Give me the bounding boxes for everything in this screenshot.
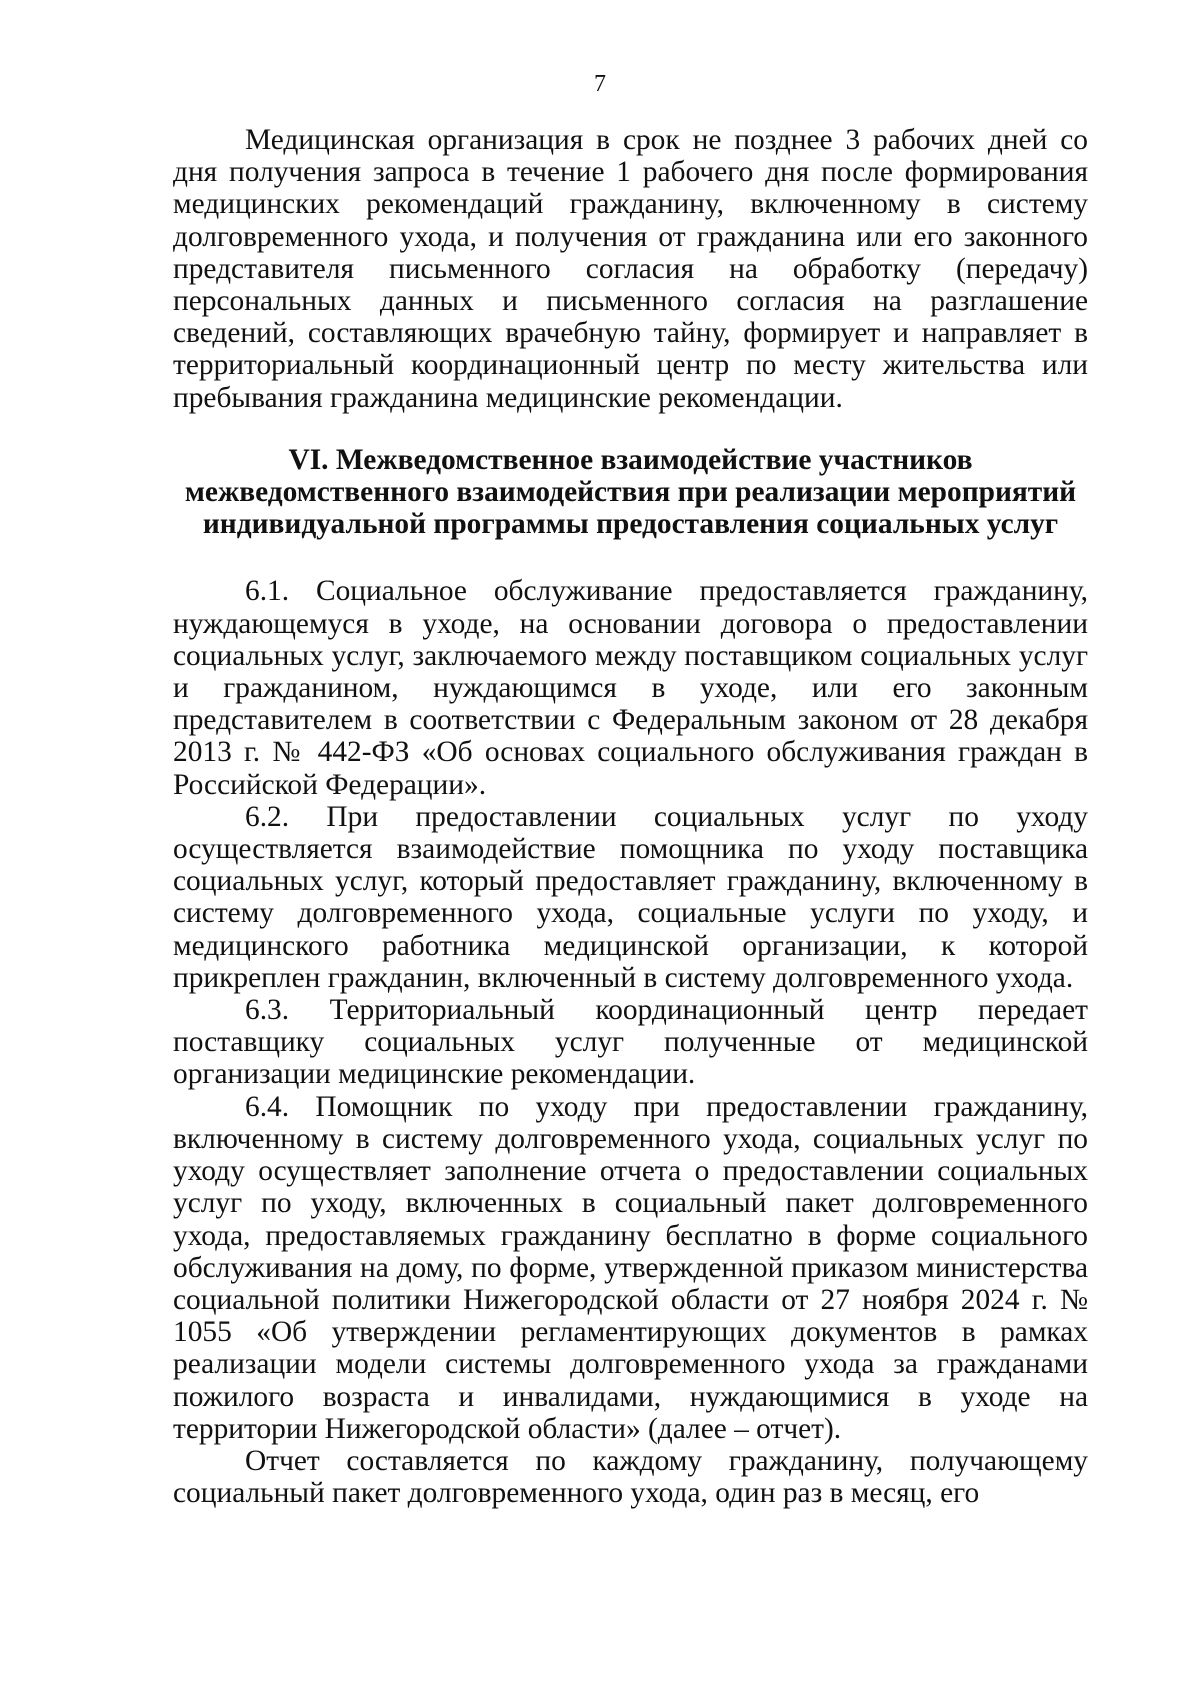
document-body <box>173 124 1088 1509</box>
section-heading-line-3: индивидуальной программы предоставления социальных услуг <box>202 508 1059 541</box>
paragraph-6-3: 6.3. Территориальный координационный центр передает поставщику социальных услуг полученные от медицинской организации медицинские рекомендации. <box>173 994 1088 1091</box>
section-heading-line-2: межведомственного взаимодействия при реализации мероприятий <box>184 476 1077 509</box>
paragraph-6-1: 6.1. Социальное обслуживание предоставляется гражданину, нуждающемуся в уходе, на основании договора о предоставлении социальных услуг, заключаемого между поставщиком социальных услуг и гражданином, нуждающимся в уходе, или его законным представителем в соответствии с Федеральным законом от 28 декабря 2013 г. № 442-ФЗ «Об основах социального обслуживания граждан в Российской Федерации». <box>173 575 1088 801</box>
section-heading <box>173 444 1088 541</box>
intro-paragraph: Медицинская организация в срок не позднее 3 рабочих дней со дня получения запроса в течение 1 рабочего дня после формирования медицинских рекомендаций гражданину, включенному в систему долговременного ухода, и получения от гражданина или его законного представителя письменного согласия на обработку (передачу) персональных данных и письменного согласия на разглашение сведений, составляющих врачебную тайну, формирует и направляет в территориальный координационный центр по месту жительства или пребывания гражданина медицинские рекомендации. <box>173 124 1088 414</box>
paragraph-6-2: 6.2. При предоставлении социальных услуг по уходу осуществляется взаимодействие помощника по уходу поставщика социальных услуг, который предоставляет гражданину, включенному в систему долговременного ухода, социальные услуги по уходу, и медицинского работника медицинской организации, к которой прикреплен гражданин, включенный в систему долговременного ухода. <box>173 800 1088 994</box>
section-heading-line-1: VI. Межведомственное взаимодействие участников <box>288 443 973 476</box>
paragraph-6-4: 6.4. Помощник по уходу при предоставлении гражданину, включенному в систему долговременного ухода, социальных услуг по уходу осуществляет заполнение отчета о предоставлении социальных услуг по уходу, включенных в социальный пакет долговременного ухода, предоставляемых гражданину бесплатно в форме социального обслуживания на дому, по форме, утвержденной приказом министерства социальной политики Нижегородской области от 27 ноября 2024 г. № 1055 «Об утверждении регламентирующих документов в рамках реализации модели системы долговременного ухода за гражданами пожилого возраста и инвалидами, нуждающимися в уходе на территории Нижегородской области» (далее – отчет). <box>173 1090 1088 1445</box>
paragraph-report: Отчет составляется по каждому гражданину, получающему социальный пакет долговременного ухода, один раз в месяц, его <box>173 1444 1088 1510</box>
page-number: 7 <box>594 71 606 97</box>
